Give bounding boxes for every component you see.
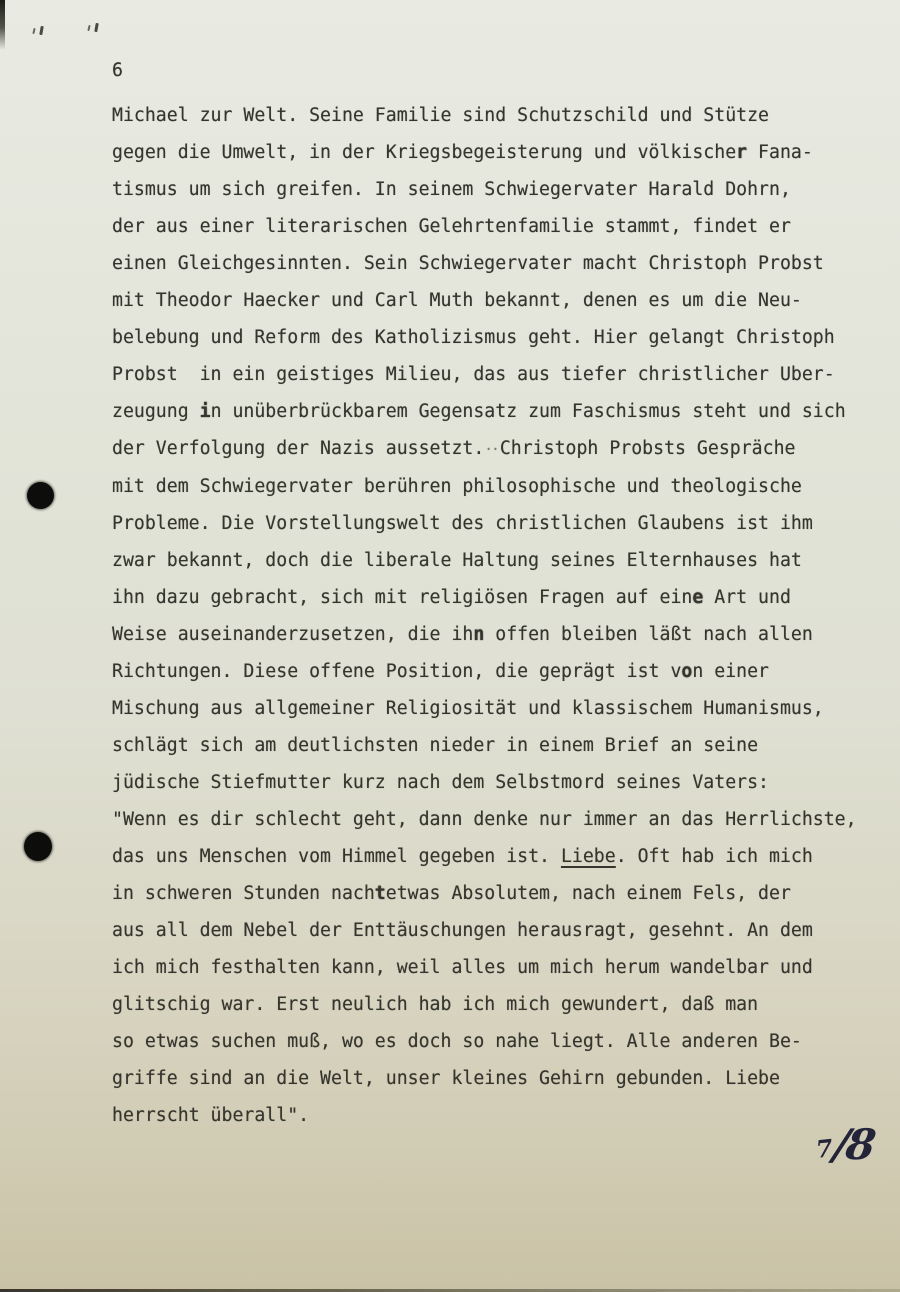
text-segment: aus all dem Nebel der Enttäuschungen herausragt, gesehnt. An dem bbox=[112, 920, 813, 941]
text-line bbox=[112, 986, 872, 1023]
scan-edge-artifact bbox=[0, 0, 5, 50]
text-segment: gegen die Umwelt, in der Kriegsbegeisterung und völkische bbox=[112, 142, 737, 163]
speck-mark bbox=[39, 26, 44, 35]
text-line bbox=[112, 801, 872, 838]
text-line bbox=[112, 727, 872, 764]
text-line bbox=[112, 282, 872, 319]
text-segment: belebung und Reform des Katholizismus geht. Hier gelangt Christoph bbox=[112, 327, 835, 348]
handwritten-page-mark bbox=[814, 1120, 876, 1169]
text-segment: Probleme. Die Vorstellungswelt des christlichen Glaubens ist ihm bbox=[112, 513, 813, 534]
text-segment: tismus um sich greifen. In seinem Schwiegervater Harald Dohrn, bbox=[112, 179, 791, 200]
text-segment: "Wenn es dir schlecht geht, dann denke nur immer an das Herrlichste, bbox=[112, 809, 857, 830]
text-segment: offen bleiben läßt nach allen bbox=[484, 624, 813, 645]
text-segment: schlägt sich am deutlichsten nieder in einem Brief an seine bbox=[112, 735, 759, 756]
text-segment: ich mich festhalten kann, weil alles um mich herum wandelbar und bbox=[112, 957, 813, 978]
text-line bbox=[112, 319, 872, 356]
text-segment: glitschig war. Erst neulich hab ich mich gewundert, daß man bbox=[112, 994, 759, 1015]
text-segment: Richtungen. Diese offene Position, die geprägt ist v bbox=[112, 661, 682, 682]
text-line bbox=[112, 579, 872, 616]
text-line bbox=[112, 208, 872, 245]
text-segment: Fana- bbox=[747, 142, 813, 163]
text-segment: Christoph Probsts Gespräche bbox=[499, 438, 796, 459]
overstruck-char: n bbox=[473, 624, 485, 645]
text-line bbox=[112, 912, 872, 949]
text-line bbox=[112, 653, 872, 690]
text-line bbox=[112, 245, 872, 282]
text-line bbox=[112, 1060, 872, 1097]
text-line bbox=[112, 1097, 872, 1134]
text-line bbox=[112, 97, 872, 134]
text-segment: Mischung aus allgemeiner Religiosität und klassischem Humanismus, bbox=[112, 698, 824, 719]
text-segment: der aus einer literarischen Gelehrtenfamilie stammt, findet er bbox=[112, 216, 791, 237]
text-segment: Michael zur Welt. Seine Familie sind Schutzschild und Stütze bbox=[112, 105, 769, 126]
text-segment: Art und bbox=[703, 587, 791, 608]
text-segment: zeugung bbox=[112, 401, 200, 422]
text-segment: Probst in ein geistiges Milieu, das aus tiefer christlicher Uber- bbox=[112, 364, 835, 385]
text-segment: jüdische Stiefmutter kurz nach dem Selbstmord seines Vaters: bbox=[112, 772, 769, 793]
text-line bbox=[112, 430, 872, 468]
overstruck-char: i bbox=[199, 401, 211, 422]
text-segment: n einer bbox=[692, 661, 769, 682]
text-line bbox=[112, 690, 872, 727]
hole-punch-top bbox=[27, 482, 54, 509]
text-line bbox=[112, 134, 872, 171]
text-segment: mit Theodor Haecker und Carl Muth bekannt, denen es um die Neu- bbox=[112, 290, 802, 311]
text-segment: mit dem Schwiegervater berühren philosophische und theologische bbox=[112, 476, 802, 497]
text-line bbox=[112, 393, 872, 430]
text-segment: ihn dazu gebracht, sich mit religiösen Fragen auf ein bbox=[112, 587, 693, 608]
hole-punch-bottom bbox=[24, 832, 52, 861]
typewritten-text bbox=[112, 97, 872, 1134]
text-segment: ·· bbox=[484, 441, 498, 458]
text-segment: n unüberbrückbarem Gegensatz zum Faschismus steht und sich bbox=[210, 401, 846, 422]
text-segment: in schweren Stunden nach bbox=[112, 883, 375, 904]
text-line bbox=[112, 1023, 872, 1060]
overstruck-char: o bbox=[681, 661, 693, 682]
text-segment: der Verfolgung der Nazis aussetzt. bbox=[112, 438, 485, 459]
text-segment: das uns Menschen vom Himmel gegeben ist. bbox=[112, 846, 561, 867]
speck-mark bbox=[94, 23, 99, 32]
page-number: 6 bbox=[112, 60, 123, 81]
text-segment: . Oft hab ich mich bbox=[615, 846, 813, 867]
text-line bbox=[112, 356, 872, 393]
text-line bbox=[112, 838, 872, 875]
text-segment: herrscht überall". bbox=[112, 1105, 310, 1126]
overstruck-char: r bbox=[736, 142, 748, 163]
text-line bbox=[112, 616, 872, 653]
overstruck-char: t bbox=[374, 883, 386, 904]
text-segment: Weise auseinanderzusetzen, die ih bbox=[112, 624, 474, 645]
text-segment: einen Gleichgesinnten. Sein Schwiegervater macht Christoph Probst bbox=[112, 253, 824, 274]
speck-mark bbox=[32, 28, 35, 34]
text-line bbox=[112, 468, 872, 505]
text-line bbox=[112, 764, 872, 801]
speck-mark bbox=[87, 25, 90, 31]
underlined-word: Liebe bbox=[560, 846, 616, 867]
text-segment: so etwas suchen muß, wo es doch so nahe liegt. Alle anderen Be- bbox=[112, 1031, 802, 1052]
text-segment: zwar bekannt, doch die liberale Haltung seines Elternhauses hat bbox=[112, 550, 802, 571]
text-line bbox=[112, 171, 872, 208]
text-line bbox=[112, 505, 872, 542]
text-segment: etwas Absolutem, nach einem Fels, der bbox=[385, 883, 791, 904]
text-segment: griffe sind an die Welt, unser kleines Gehirn gebunden. Liebe bbox=[112, 1068, 780, 1089]
handwritten-seven: 7 bbox=[814, 1133, 835, 1164]
text-line bbox=[112, 949, 872, 986]
overstruck-char: e bbox=[692, 587, 704, 608]
handwritten-slash-eight: /8 bbox=[830, 1120, 876, 1169]
text-line bbox=[112, 542, 872, 579]
text-line bbox=[112, 875, 872, 912]
